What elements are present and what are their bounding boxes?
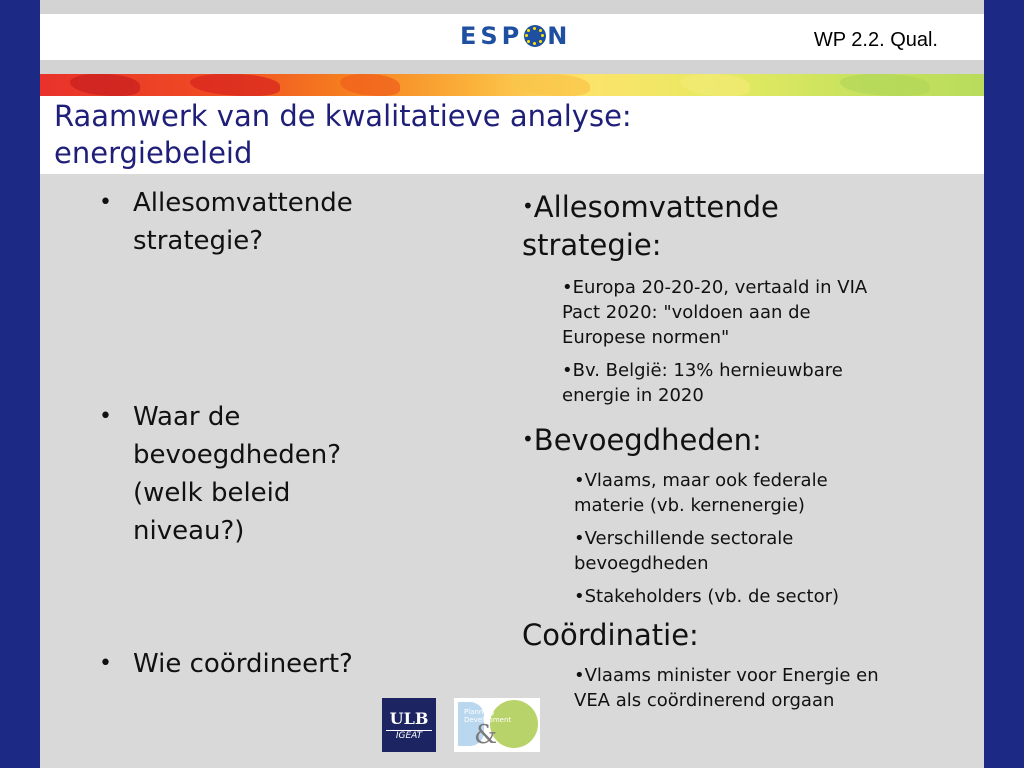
heading-line: strategie: — [522, 228, 662, 262]
espon-logo: ESP N — [460, 22, 572, 50]
slide-header — [40, 14, 984, 60]
item-line: energie in 2020 — [562, 385, 704, 406]
heading-line: Coördinatie: — [522, 618, 699, 652]
logo-ampersand: & — [474, 720, 498, 750]
bullet: • — [99, 651, 112, 676]
heading-line: Bevoegdheden: — [533, 423, 762, 457]
header-divider — [40, 60, 984, 74]
question-coordination — [99, 645, 433, 683]
item-line: •Bv. België: 13% hernieuwbare — [562, 360, 843, 381]
bullet: • — [99, 404, 112, 429]
question-line: (welk beleid — [133, 478, 291, 508]
strategy-item-belgium — [562, 358, 843, 408]
question-line: Allesomvattende — [133, 188, 353, 218]
logo-text-line: Development — [464, 716, 512, 724]
question-strategy — [99, 184, 433, 260]
heading-competences — [522, 420, 762, 459]
work-package-label: WP 2.2. Qual. — [813, 29, 938, 51]
logo-text — [464, 708, 511, 724]
title-line-2: energiebeleid — [54, 136, 253, 170]
planning-development-logo — [454, 698, 540, 752]
heading-coordination — [522, 616, 699, 654]
bullet: • — [522, 194, 534, 218]
item-line: •Verschillende sectorale — [574, 528, 794, 549]
competences-item-stakeholders — [574, 584, 839, 609]
item-line: bevoegdheden — [574, 553, 709, 574]
question-competences — [99, 398, 433, 550]
bullet: • — [522, 427, 534, 451]
ulb-name: ULB — [389, 709, 429, 728]
ulb-logo — [382, 698, 436, 752]
heading-strategy — [522, 187, 779, 264]
question-line: Waar de — [133, 402, 241, 432]
question-line: bevoegdheden? — [133, 440, 342, 470]
slide-title — [54, 98, 632, 172]
item-line: materie (vb. kernenergie) — [574, 495, 805, 516]
item-line: •Europa 20-20-20, vertaald in VIA — [562, 277, 868, 298]
item-line: Pact 2020: "voldoen aan de — [562, 302, 811, 323]
title-line-1: Raamwerk van de kwalitatieve analyse: — [54, 99, 632, 133]
item-line: VEA als coördinerend orgaan — [574, 690, 835, 711]
eu-stars-icon — [524, 25, 546, 47]
item-line: •Vlaams, maar ook federale — [574, 470, 828, 491]
item-line: •Vlaams minister voor Energie en — [574, 665, 879, 686]
question-line: strategie? — [133, 226, 264, 256]
competences-item-flemish — [574, 468, 828, 518]
item-line: Europese normen" — [562, 327, 730, 348]
map-banner-image — [40, 74, 984, 96]
top-strip — [40, 0, 984, 14]
question-line: Wie coördineert? — [133, 649, 353, 679]
ulb-sub: IGEAT — [386, 730, 432, 741]
strategy-item-europe — [562, 275, 867, 350]
coordination-item-minister — [574, 663, 879, 713]
item-line: •Stakeholders (vb. de sector) — [574, 586, 840, 607]
heading-line: Allesomvattende — [533, 190, 779, 224]
logo-text-line: Planning — [464, 708, 495, 716]
title-area — [40, 96, 984, 174]
competences-item-sectoral — [574, 526, 793, 576]
question-line: niveau?) — [133, 516, 245, 546]
bullet: • — [99, 190, 112, 215]
slide — [40, 0, 984, 768]
